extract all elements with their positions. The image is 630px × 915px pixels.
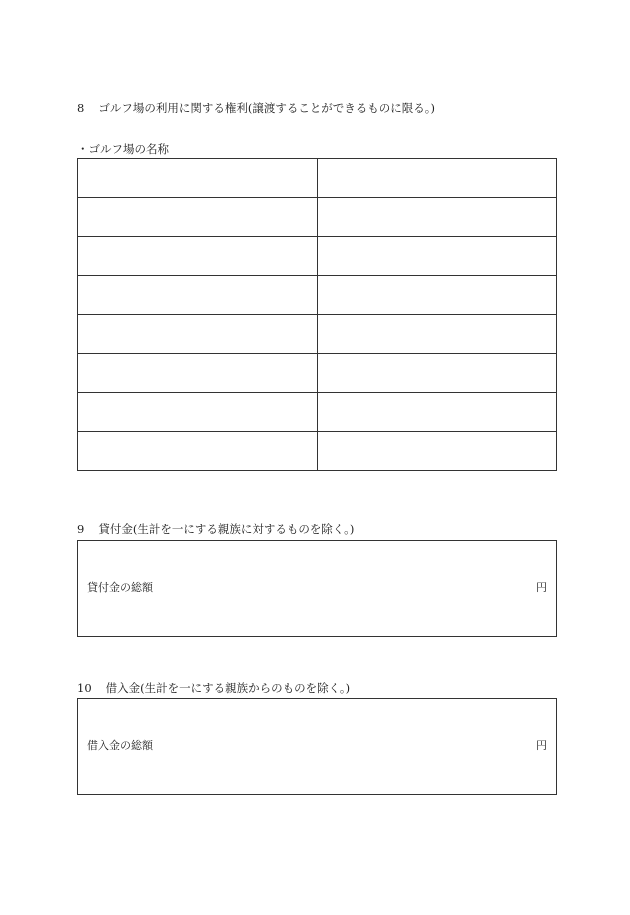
golf-table-row xyxy=(78,315,557,354)
golf-table-row xyxy=(78,432,557,471)
section-9-title: 貸付金(生計を一にする親族に対するものを除く。) xyxy=(98,522,355,536)
golf-course-detail-cell[interactable] xyxy=(317,354,557,393)
section-10-title: 借入金(生計を一にする親族からのものを除く。) xyxy=(105,681,351,695)
section-8-title: ゴルフ場の利用に関する権利(譲渡することができるものに限る。) xyxy=(98,101,436,115)
loan-receivable-total-label: 貸付金の総額 xyxy=(87,581,153,594)
golf-course-name-cell[interactable] xyxy=(78,393,318,432)
golf-course-name-cell[interactable] xyxy=(78,315,318,354)
golf-course-table xyxy=(77,158,557,471)
section-10-heading xyxy=(77,681,350,695)
golf-course-name-subheading: ・ゴルフ場の名称 xyxy=(77,142,169,156)
golf-course-name-cell[interactable] xyxy=(78,432,318,471)
section-9-heading xyxy=(77,522,354,536)
section-9-number: 9 xyxy=(77,522,85,536)
golf-course-name-cell[interactable] xyxy=(78,237,318,276)
golf-course-detail-cell[interactable] xyxy=(317,276,557,315)
borrowing-total-label: 借入金の総額 xyxy=(87,739,153,752)
golf-table-row xyxy=(78,393,557,432)
golf-course-detail-cell[interactable] xyxy=(317,315,557,354)
golf-course-name-cell[interactable] xyxy=(78,276,318,315)
section-8-number: 8 xyxy=(77,101,85,115)
golf-course-detail-cell[interactable] xyxy=(317,198,557,237)
golf-course-detail-cell[interactable] xyxy=(317,159,557,198)
loan-receivable-yen-unit: 円 xyxy=(536,581,547,594)
golf-table-row xyxy=(78,354,557,393)
golf-course-name-cell[interactable] xyxy=(78,159,318,198)
golf-course-detail-cell[interactable] xyxy=(317,393,557,432)
golf-course-detail-cell[interactable] xyxy=(317,237,557,276)
golf-course-detail-cell[interactable] xyxy=(317,432,557,471)
golf-table-row xyxy=(78,276,557,315)
golf-table-row xyxy=(78,159,557,198)
section-10-number: 10 xyxy=(77,681,92,695)
golf-table-row xyxy=(78,237,557,276)
golf-course-name-cell[interactable] xyxy=(78,198,318,237)
section-8-heading xyxy=(77,101,435,115)
loan-receivable-box[interactable] xyxy=(77,540,557,637)
borrowing-box[interactable] xyxy=(77,698,557,795)
golf-table-row xyxy=(78,198,557,237)
golf-course-name-cell[interactable] xyxy=(78,354,318,393)
borrowing-yen-unit: 円 xyxy=(536,739,547,752)
